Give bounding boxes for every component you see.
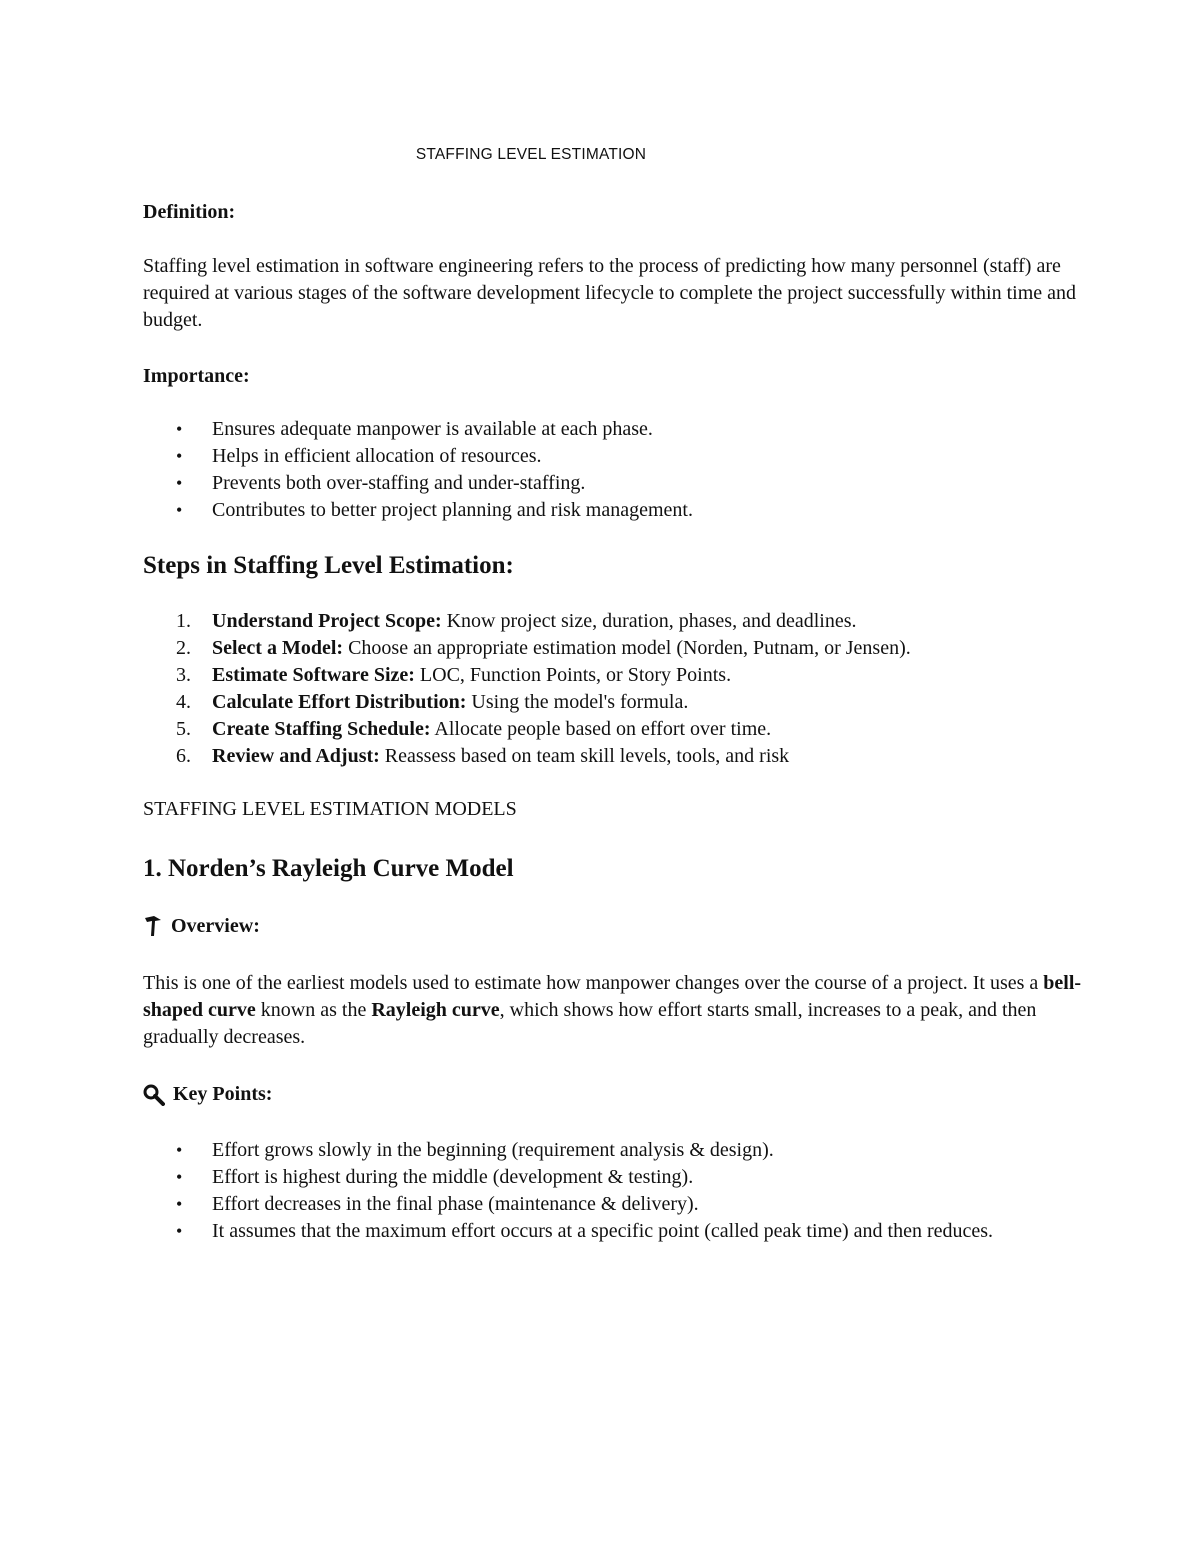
step-number: 4. bbox=[176, 691, 191, 713]
bullet-marker: • bbox=[176, 1221, 183, 1241]
overview-text-part: This is one of the earliest models used to estimate how manpower changes over the course of a project. It uses a bbox=[143, 972, 1044, 994]
list-item bbox=[143, 1218, 1083, 1245]
step-text: Know project size, duration, phases, and deadlines. bbox=[441, 610, 857, 632]
bullet-marker: • bbox=[176, 500, 183, 520]
bullet-marker: • bbox=[176, 1140, 183, 1160]
models-heading: STAFFING LEVEL ESTIMATION MODELS bbox=[143, 798, 517, 820]
step-number: 5. bbox=[176, 718, 191, 740]
magnifier-icon bbox=[143, 1084, 165, 1106]
list-item-text: Effort is highest during the middle (development & testing). bbox=[212, 1166, 694, 1188]
overview-bold-term: bell-shaped curve bbox=[143, 972, 1082, 1021]
bullet-marker: • bbox=[176, 1194, 183, 1214]
keypoints-heading bbox=[143, 1083, 272, 1106]
step-text: Reassess based on team skill levels, tools, and risk bbox=[379, 745, 790, 767]
list-item-text: Helps in efficient allocation of resources. bbox=[212, 445, 542, 467]
list-item-text: Effort decreases in the final phase (maintenance & delivery). bbox=[212, 1193, 699, 1215]
overview-heading bbox=[143, 914, 260, 938]
overview-text-part: known as the bbox=[255, 999, 372, 1021]
norden-heading: 1. Norden’s Rayleigh Curve Model bbox=[143, 855, 514, 882]
overview-text bbox=[143, 970, 1083, 1051]
step-number: 2. bbox=[176, 637, 191, 659]
list-item bbox=[143, 416, 1083, 443]
bullet-marker: • bbox=[176, 473, 183, 493]
definition-label: Definition: bbox=[143, 201, 236, 223]
list-item bbox=[143, 1191, 1083, 1218]
list-item bbox=[143, 716, 1083, 743]
pin-icon bbox=[143, 914, 163, 938]
list-item-text: Ensures adequate manpower is available at each phase. bbox=[212, 418, 653, 440]
step-title: Calculate Effort Distribution: bbox=[212, 691, 467, 713]
step-text: Using the model's formula. bbox=[466, 691, 689, 713]
importance-label: Importance: bbox=[143, 365, 250, 387]
bullet-marker: • bbox=[176, 446, 183, 466]
step-title: Create Staffing Schedule: bbox=[212, 718, 431, 740]
list-item-text: Contributes to better project planning and risk management. bbox=[212, 499, 693, 521]
step-title: Select a Model: bbox=[212, 637, 344, 659]
page-title: STAFFING LEVEL ESTIMATION bbox=[415, 146, 647, 163]
overview-bold-term: Rayleigh curve bbox=[371, 999, 500, 1021]
step-text: Allocate people based on effort over time. bbox=[430, 718, 772, 740]
list-item-text: It assumes that the maximum effort occurs at a specific point (called peak time) and then reduces. bbox=[212, 1220, 994, 1242]
list-item-text: Prevents both over-staffing and under-staffing. bbox=[212, 472, 586, 494]
step-number: 1. bbox=[176, 610, 191, 632]
list-item-text: Effort grows slowly in the beginning (requirement analysis & design). bbox=[212, 1139, 774, 1161]
list-item bbox=[143, 443, 1083, 470]
list-item bbox=[143, 608, 1083, 635]
step-number: 6. bbox=[176, 745, 191, 767]
steps-list bbox=[143, 608, 1083, 770]
definition-text: Staffing level estimation in software engineering refers to the process of predicting how many personnel (staff) are required at various stages of the software development lifecycle to complete the project successfully within time and budget. bbox=[143, 255, 1077, 331]
list-item bbox=[143, 470, 1083, 497]
step-text: Choose an appropriate estimation model (Norden, Putnam, or Jensen). bbox=[343, 637, 911, 659]
list-item bbox=[143, 743, 1083, 770]
list-item bbox=[143, 662, 1083, 689]
step-text: LOC, Function Points, or Story Points. bbox=[414, 664, 732, 686]
keypoints-label: Key Points: bbox=[173, 1083, 273, 1105]
list-item bbox=[143, 689, 1083, 716]
list-item bbox=[143, 635, 1083, 662]
list-item bbox=[143, 1164, 1083, 1191]
bullet-marker: • bbox=[176, 419, 183, 439]
keypoints-list bbox=[143, 1137, 1083, 1245]
importance-list bbox=[143, 416, 1083, 524]
list-item bbox=[143, 1137, 1083, 1164]
steps-heading: Steps in Staffing Level Estimation: bbox=[143, 552, 514, 579]
step-title: Review and Adjust: bbox=[212, 745, 380, 767]
list-item bbox=[143, 497, 1083, 524]
step-number: 3. bbox=[176, 664, 191, 686]
overview-label: Overview: bbox=[171, 914, 260, 937]
step-title: Understand Project Scope: bbox=[212, 610, 442, 632]
overview-text-part: , which shows how effort starts small, increases to a peak, and then gradually decreases. bbox=[143, 999, 1037, 1048]
step-title: Estimate Software Size: bbox=[212, 664, 415, 686]
bullet-marker: • bbox=[176, 1167, 183, 1187]
